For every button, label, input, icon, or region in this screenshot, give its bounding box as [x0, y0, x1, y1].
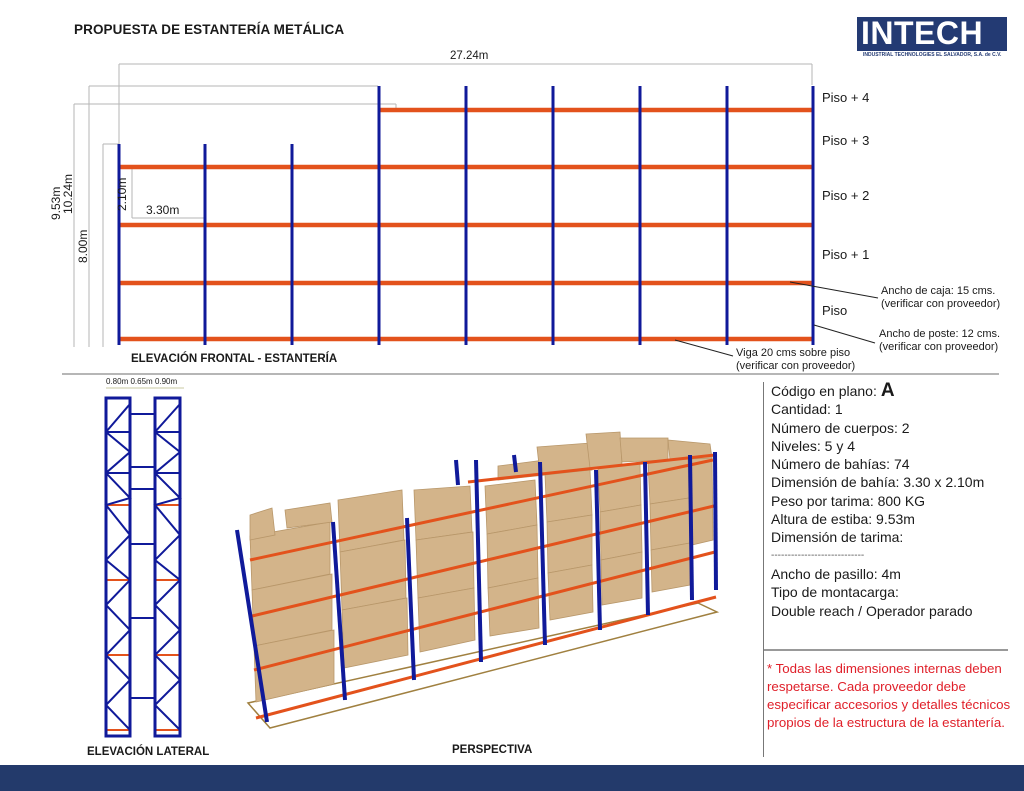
bay-height-label: 2.10m	[115, 177, 129, 211]
height-label: 8.00m	[76, 229, 90, 263]
height-label: 10.24m	[61, 173, 75, 214]
dimensions-note: * Todas las dimensiones internas deben respetarse. Cada proveedor debe especificar accesorios y detalles técnicos propios de la estructura de la estantería.	[767, 661, 1011, 730]
callout-leaders	[675, 282, 878, 356]
code-line: Código en plano: A	[771, 380, 895, 401]
info-line: Tipo de montacarga:	[771, 584, 899, 601]
height-label: 9.53m	[49, 186, 63, 220]
callout-caja: Ancho de caja: 15 cms. (verificar con proveedor)	[881, 285, 1001, 310]
info-panel	[771, 382, 984, 620]
level-label: Piso + 1	[822, 247, 870, 262]
callout-viga: Viga 20 cms sobre piso (verificar con proveedor)	[736, 347, 856, 372]
page-title: PROPUESTA DE ESTANTERÍA METÁLICA	[74, 22, 345, 37]
level-label: Piso + 3	[822, 133, 870, 148]
total-width-label: 27.24m	[450, 50, 489, 62]
frontal-caption: ELEVACIÓN FRONTAL - ESTANTERÍA	[131, 353, 338, 365]
code-value: A	[880, 380, 895, 401]
info-line: Altura de estiba: 9.53m	[771, 511, 915, 528]
info-line: Número de cuerpos: 2	[771, 419, 910, 436]
info-line: Cantidad: 1	[771, 401, 843, 418]
info-line: Número de bahías: 74	[771, 456, 910, 473]
info-line: Peso por tarima: 800 KG	[771, 492, 926, 509]
level-label: Piso + 2	[822, 188, 870, 203]
info-line: ----------------------------	[771, 549, 865, 561]
info-panel-border	[763, 382, 764, 757]
lateral-elevation-drawing	[106, 388, 184, 736]
info-line: Dimensión de bahía: 3.30 x 2.10m	[771, 474, 985, 491]
perspective-caption: PERSPECTIVA	[452, 744, 533, 756]
info-line: Double reach / Operador parado	[771, 602, 973, 619]
lateral-dims: 0.80m 0.65m 0.90m	[106, 377, 178, 386]
info-line: Dimensión de tarima:	[771, 529, 904, 546]
logo-subtitle: INDUSTRIAL TECHNOLOGIES EL SALVADOR, S.A. de C.V.	[863, 52, 1002, 58]
info-line: Niveles: 5 y 4	[771, 437, 856, 454]
logo: INTECH	[861, 15, 984, 51]
level-label: Piso + 4	[822, 90, 870, 105]
level-label: Piso	[822, 303, 848, 318]
perspective-drawing	[237, 432, 717, 728]
bay-width-label: 3.30m	[146, 203, 180, 217]
dimension-lines	[74, 64, 812, 347]
lateral-caption: ELEVACIÓN LATERAL	[87, 746, 210, 758]
callout-poste: Ancho de poste: 12 cms. (verificar con proveedor)	[879, 328, 1001, 353]
info-line: Ancho de pasillo: 4m	[771, 565, 901, 582]
uprights	[119, 86, 813, 345]
footer-bar	[0, 765, 1024, 791]
